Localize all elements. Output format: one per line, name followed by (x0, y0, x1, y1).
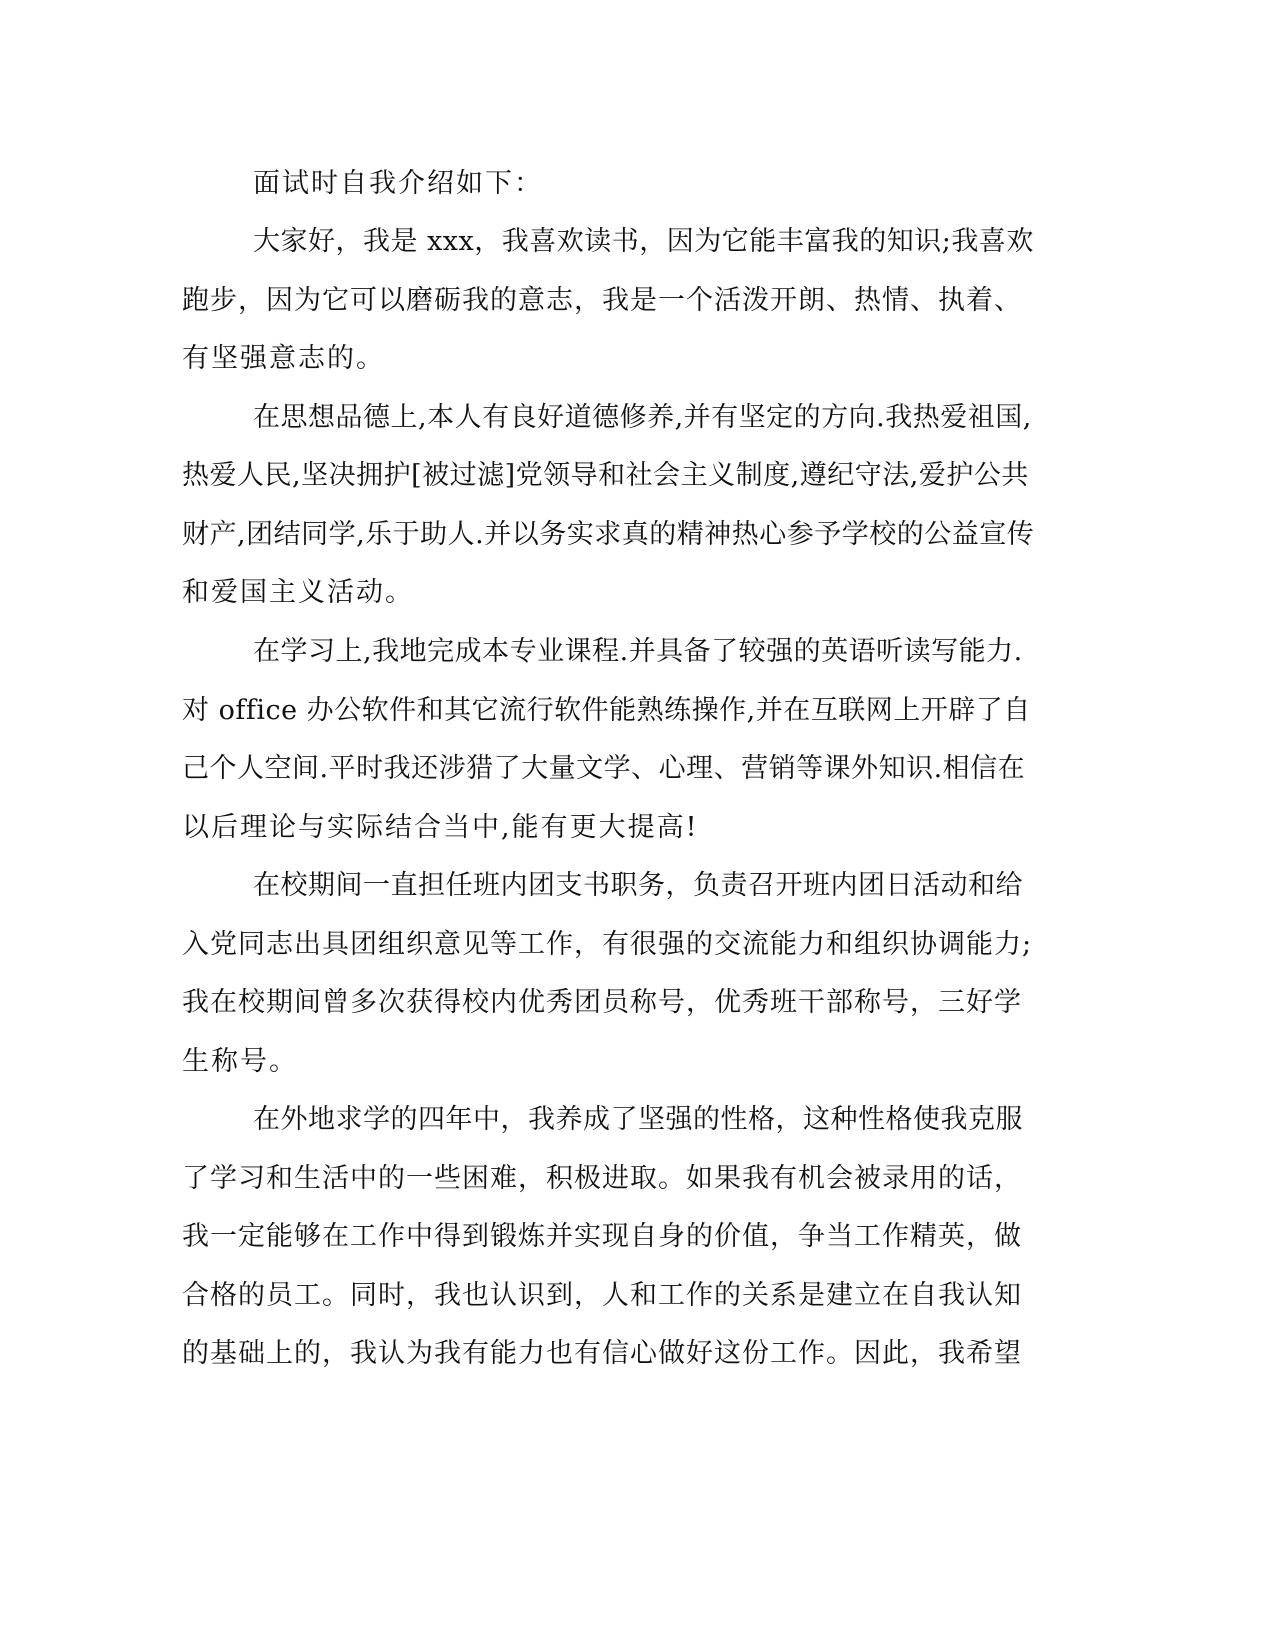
text-line: 在思想品德上,本人有良好道德修养,并有坚定的方向.我热爱祖国, (253, 402, 1032, 433)
text-line: 和爱国主义活动。 (182, 577, 414, 608)
text-line: 跑步，因为它可以磨砺我的意志，我是一个活泼开朗、热情、执着、 (182, 285, 1022, 316)
text-line: 在外地求学的四年中，我养成了坚强的性格，这种性格使我克服 (253, 1104, 1023, 1135)
text-line: 合格的员工。同时，我也认识到，人和工作的关系是建立在自我认知 (182, 1280, 1022, 1311)
text-line: 在校期间一直担任班内团支书职务，负责召开班内团日活动和给 (253, 870, 1023, 901)
text-line: 的基础上的，我认为我有能力也有信心做好这份工作。因此，我希望 (182, 1338, 1022, 1369)
text-line: 己个人空间.平时我还涉猎了大量文学、心理、营销等课外知识.相信在 (182, 753, 1026, 784)
text-line: 财产,团结同学,乐于助人.并以务实求真的精神热心参予学校的公益宣传 (182, 519, 1035, 550)
text-line: 有坚强意志的。 (182, 343, 385, 374)
text-line: 生称号。 (182, 1046, 298, 1077)
text-line: 我一定能够在工作中得到锻炼并实现自身的价值，争当工作精英，做 (182, 1221, 1022, 1252)
text-line: 面试时自我介绍如下： (253, 168, 543, 199)
text-line: 在学习上,我地完成本专业课程.并具备了较强的英语听读写能力. (253, 636, 1023, 667)
text-line: 以后理论与实际结合当中,能有更大提高! (182, 812, 699, 843)
text-line: 热爱人民,坚决拥护[被过滤]党领导和社会主义制度,遵纪守法,爱护公共 (182, 460, 1029, 491)
text-line: 入党同志出具团组织意见等工作，有很强的交流能力和组织协调能力; (182, 929, 1033, 960)
text-line: 了学习和生活中的一些困难，积极进取。如果我有机会被录用的话， (182, 1163, 1022, 1194)
text-line: 大家好，我是 xxx，我喜欢读书，因为它能丰富我的知识;我喜欢 (253, 226, 1034, 257)
text-line: 我在校期间曾多次获得校内优秀团员称号，优秀班干部称号，三好学 (182, 987, 1022, 1018)
text-line: 对 office 办公软件和其它流行软件能熟练操作,并在互联网上开辟了自 (182, 695, 1031, 726)
